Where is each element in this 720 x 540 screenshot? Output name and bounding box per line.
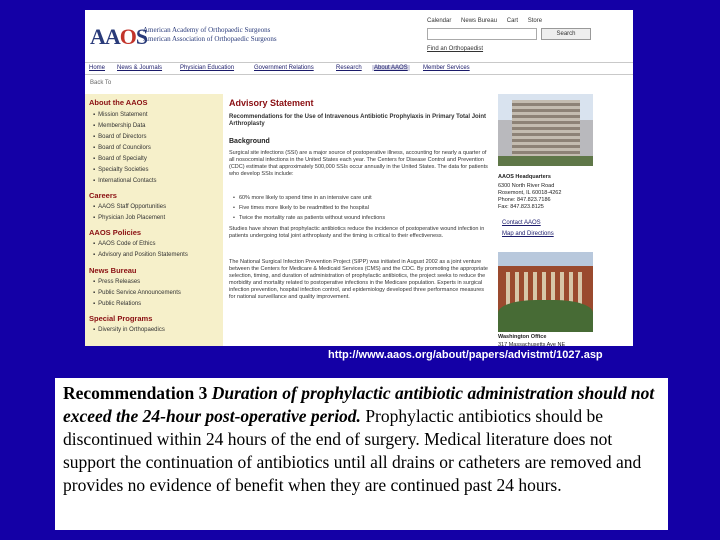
sidebar-item[interactable]: ▪ Advisory and Position Statements: [93, 252, 188, 258]
cart-link[interactable]: Cart: [506, 18, 519, 24]
nav-about-aaos[interactable]: About AAOS: [374, 65, 408, 71]
dc-address-line: 317 Massachusetts Ave NE: [498, 342, 566, 346]
sidebar-item[interactable]: ▪ Board of Councilors: [93, 145, 151, 151]
site-header: [85, 10, 633, 60]
main-nav: [85, 62, 633, 75]
sidebar-item[interactable]: ▪ Board of Directors: [93, 134, 147, 140]
breadcrumb[interactable]: Back To: [90, 80, 112, 86]
website-screenshot: [85, 10, 633, 346]
right-column: [498, 94, 633, 346]
sidebar-heading-policies: AAOS Policies: [89, 228, 142, 237]
nav-news-journals[interactable]: News & Journals: [117, 65, 163, 71]
sidebar-heading-careers: Careers: [89, 191, 117, 200]
statement-subtitle: Recommendations for the Use of Intravenous Antibiotic Prophylaxis in Primary Total Joint Arthroplasty: [229, 114, 487, 127]
hq-title: AAOS Headquarters: [498, 174, 551, 180]
dc-title: Washington Office: [498, 334, 547, 340]
slide-text-box: [55, 378, 668, 530]
aaos-logo[interactable]: AAOS: [90, 24, 148, 49]
sidebar-item[interactable]: ▪ Physician Job Placement: [93, 215, 165, 221]
nav-government-relations[interactable]: Government Relations: [254, 65, 314, 71]
recommendation-label: Recommendation 3: [63, 383, 208, 403]
sidebar-item[interactable]: ▪ Diversity in Orthopaedics: [93, 327, 165, 333]
bullet-item: • Twice the mortality rate as patients without wound infections: [233, 215, 385, 221]
nav-member-services[interactable]: Member Services: [423, 65, 470, 71]
sidebar-item[interactable]: ▪ Specialty Societies: [93, 167, 149, 173]
contact-aaos-link[interactable]: Contact AAOS: [502, 220, 541, 226]
recommendation-body: Prophylactic antibiotics should be discontinued within 24 hours of the end of surgery. Medical literature does not support the continuation of antibiotics until all drains or catheters are removed and provides no evidence of benefit when they are continued past 24 hours.: [63, 406, 642, 495]
sidebar-heading-about: About the AAOS: [89, 98, 148, 107]
hq-address-line: 6300 North River Road: [498, 183, 555, 189]
bullet-item: • Five times more likely to be readmitted to the hospital: [233, 205, 369, 211]
sidebar-item[interactable]: ▪ Public Relations: [93, 301, 141, 307]
sidebar-item[interactable]: ▪ AAOS Staff Opportunities: [93, 204, 166, 210]
washington-office-photo: [498, 252, 593, 332]
organization-name: American Academy of Orthopaedic Surgeons American Association of Orthopaedic Surgeons: [143, 26, 277, 43]
sidebar-item[interactable]: ▪ Membership Data: [93, 123, 146, 129]
top-links: [427, 18, 550, 24]
search-input[interactable]: [427, 28, 537, 40]
news-bureau-link[interactable]: News Bureau: [461, 18, 498, 24]
map-directions-link[interactable]: Map and Directions: [502, 231, 554, 237]
paragraph-intro: Surgical site infections (SSI) are a major source of postoperative illness, accounting for nearly a quarter of all nosocomial infections in the United States each year. The Centers for Disease Control and Prevention (CDC) estimate that approximately 500,000 SSIs occur annually in the United States. The data for patients who develop SSIs include:: [229, 150, 488, 177]
paragraph-sipp: The National Surgical Infection Prevention Project (SIPP) was initiated in August 2002 as a joint venture between the Centers for Medicare & Medicaid Services (CMS) and the CDC. By promoting the appropriate selection, timing, and duration of administration of prophylactic antibiotics, the project seeks to reduce the morbidity and mortality related to postoperative infections in the Medicare population. Experts in surgical infection prevention, hospital infection control, and epidemiology developed three performance measures for national surveillance and quality improvement.: [229, 259, 488, 300]
calendar-link[interactable]: Calendar: [427, 18, 452, 24]
nav-home[interactable]: Home: [89, 65, 106, 71]
sidebar: [85, 94, 223, 346]
sidebar-item[interactable]: ▪ Press Releases: [93, 279, 140, 285]
slide-text: [63, 382, 663, 497]
page-title: Advisory Statement: [229, 98, 314, 108]
search-button[interactable]: Search: [541, 28, 591, 40]
nav-physician-education[interactable]: Physician Education: [180, 65, 235, 71]
paragraph-studies: Studies have shown that prophylactic antibiotics reduce the incidence of postoperative wound infection in patients undergoing total joint arthroplasty and the timing is critical to their effectiveness.: [229, 226, 485, 239]
sidebar-item[interactable]: ▪ International Contacts: [93, 178, 157, 184]
nav-research[interactable]: Research: [336, 65, 362, 71]
store-link[interactable]: Store: [527, 18, 543, 24]
sidebar-heading-news-bureau: News Bureau: [89, 266, 137, 275]
source-url: http://www.aaos.org/about/papers/advistmt/1027.asp: [328, 349, 603, 361]
background-heading: Background: [229, 138, 270, 145]
headquarters-photo: [498, 94, 593, 166]
sidebar-item[interactable]: ▪ Public Service Announcements: [93, 290, 181, 296]
hq-fax: Fax: 847.823.8125: [498, 204, 544, 210]
find-orthopaedist-link[interactable]: Find an Orthopaedist: [427, 46, 484, 52]
bullet-item: • 60% more likely to spend time in an intensive care unit: [233, 195, 372, 201]
hq-address-line: Rosemont, IL 60018-4262: [498, 190, 562, 196]
recommendation-statement: Duration of prophylactic antibiotic administration should not exceed the 24-hour post-operative period.: [63, 383, 655, 426]
sidebar-item[interactable]: ▪ AAOS Code of Ethics: [93, 241, 156, 247]
sidebar-item[interactable]: ▪ Mission Statement: [93, 112, 148, 118]
sidebar-item[interactable]: ▪ Board of Specialty: [93, 156, 147, 162]
sidebar-heading-special-programs: Special Programs: [89, 314, 153, 323]
hq-phone: Phone: 847.823.7186: [498, 197, 551, 203]
